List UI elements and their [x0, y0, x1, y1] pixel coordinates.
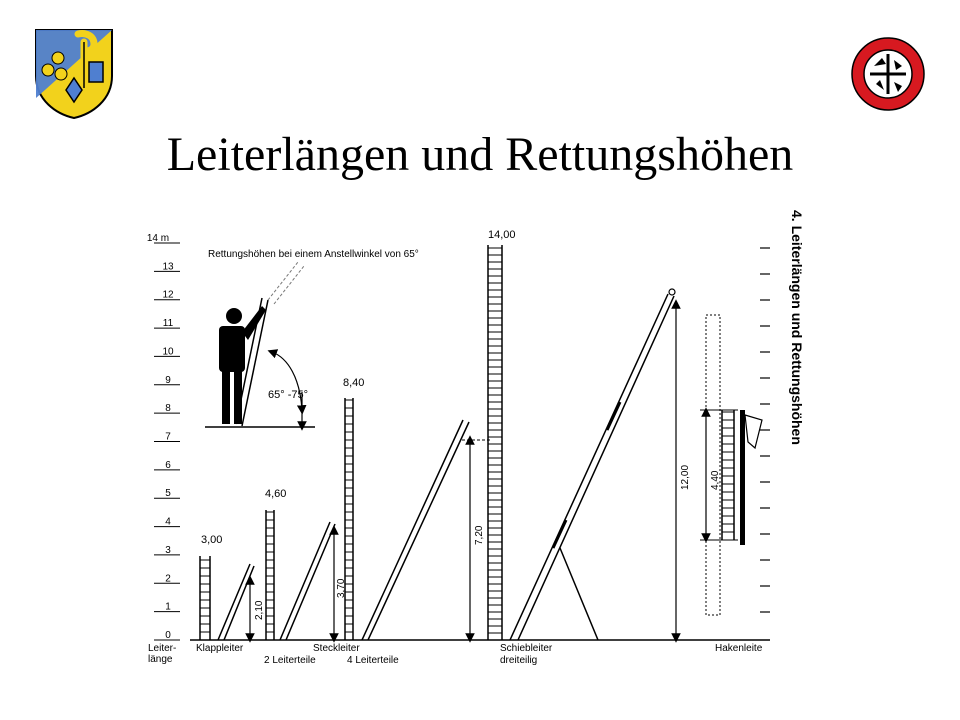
ladder-hakenleiter — [700, 315, 763, 654]
ladder-name: Schiebleiter — [500, 643, 553, 654]
ladder-name: Hakenleite — [715, 643, 763, 654]
scale-tick-label: 8 — [165, 403, 171, 415]
scale-tick-label: 11 — [162, 318, 174, 330]
angle-label: 65° -75° — [268, 389, 308, 401]
ladder-klappleiter — [196, 534, 265, 654]
scale-tick-label: 3 — [165, 544, 171, 556]
scale-caption: Leiter- — [148, 643, 177, 654]
scale-tick-label: 10 — [162, 346, 174, 358]
right-scale-marks — [760, 248, 770, 612]
scale-tick-label: 9 — [165, 374, 171, 386]
ladder-schiebleiter — [488, 229, 691, 666]
rescue-height-label: 4,40 — [710, 470, 721, 490]
slide-title: Leiterlängen und Rettungshöhen — [166, 128, 794, 181]
rescue-height-label: 2,10 — [254, 600, 265, 620]
scale-tick-label: 2 — [165, 573, 171, 585]
inset-person-figure — [205, 249, 419, 427]
scale-tick-label: 13 — [162, 261, 174, 273]
ladder-name: Steckleiter — [313, 643, 360, 654]
scale-tick-label: 1 — [165, 601, 171, 613]
scale-tick-label: 12 — [162, 289, 174, 301]
scale-tick-label: 7 — [165, 431, 171, 443]
scale-caption: länge — [148, 654, 173, 665]
rescue-height-label: 12,00 — [680, 464, 691, 490]
scale-tick-label: 6 — [165, 459, 171, 471]
ladder-sub: 4 Leiterteile — [347, 655, 399, 666]
ladder-length-label: 8,40 — [343, 377, 365, 389]
ladder-steckleiter-4 — [343, 377, 490, 666]
ladder-sub: dreiteilig — [500, 655, 538, 666]
inset-caption: Rettungshöhen bei einem Anstellwinkel von 65° — [208, 249, 419, 260]
scale-tick-label: 4 — [165, 516, 171, 528]
ladder-sub: 2 Leiterteile — [264, 655, 316, 666]
scale-tick-label: 5 — [165, 488, 171, 500]
ladder-name: Klappleiter — [196, 643, 244, 654]
ladder-length-label: 3,00 — [201, 534, 223, 546]
scale-tick-label: 14 m — [146, 233, 170, 244]
rescue-height-label: 3,70 — [336, 578, 347, 598]
side-title: 4. Leiterlängen und Rettungshöhen — [789, 210, 805, 445]
rescue-height-label: 7,20 — [474, 525, 485, 545]
ladder-length-label: 4,60 — [265, 488, 287, 500]
scale-tick-label: 0 — [165, 630, 171, 641]
height-scale — [147, 233, 180, 641]
ladder-length-label: 14,00 — [488, 229, 516, 241]
